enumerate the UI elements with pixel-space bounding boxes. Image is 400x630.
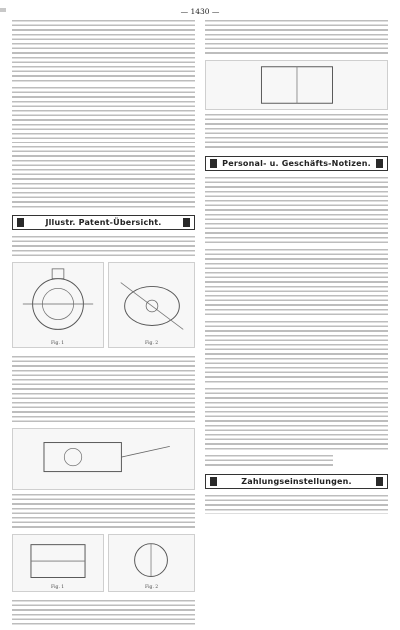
- notice-text-block: [205, 177, 388, 246]
- notice-text-block: [205, 249, 388, 318]
- figure-row: [12, 262, 195, 352]
- notice-text-block: [205, 495, 388, 513]
- apparatus-drawing-icon: [13, 535, 103, 591]
- apparatus-drawing-icon: [109, 535, 194, 591]
- patent-figure-3: [12, 428, 195, 490]
- section-header-zahlung: [205, 474, 388, 489]
- notice-text-block: [205, 20, 388, 57]
- page-number: — 1430 —: [180, 7, 220, 16]
- notice-text-block: [205, 388, 388, 452]
- section-title: Jllustr. Patent-Übersicht.: [45, 217, 162, 227]
- notice-text-block: [205, 321, 388, 385]
- section-header-personal: [205, 156, 388, 171]
- section-marker: [376, 477, 383, 486]
- section-title: Zahlungseinstellungen.: [241, 477, 352, 487]
- section-marker: [17, 218, 24, 227]
- notice-text-block: [12, 146, 195, 210]
- cabinet-figure: [205, 60, 388, 110]
- right-column: [205, 20, 388, 517]
- figure-label: Fig. 1: [51, 340, 65, 346]
- notice-text-block: [205, 455, 333, 469]
- patent-text-block: [12, 494, 195, 531]
- notice-text-block: [12, 87, 195, 142]
- apparatus-drawing-icon: [206, 61, 387, 109]
- section-marker: [210, 159, 217, 168]
- section-title: Personal- u. Geschäfts-Notizen.: [222, 158, 371, 168]
- figure-label: Fig. 2: [145, 584, 159, 590]
- apparatus-drawing-icon: [13, 263, 103, 347]
- apparatus-drawing-icon: [109, 263, 194, 347]
- section-header-patent: [12, 215, 195, 230]
- patent-figure-1: [12, 262, 104, 348]
- section-marker: [376, 159, 383, 168]
- patent-text-block: [12, 356, 195, 425]
- notice-text-block: [205, 114, 388, 151]
- patent-text-block: [12, 600, 195, 628]
- patent-figure-2: [108, 262, 195, 348]
- patent-figure-4: [12, 534, 104, 592]
- section-marker: [183, 218, 190, 227]
- figure-row: [12, 534, 195, 596]
- figure-label: Fig. 2: [145, 340, 159, 346]
- section-marker: [210, 477, 217, 486]
- patent-text-block: [12, 236, 195, 259]
- apparatus-drawing-icon: [13, 429, 194, 489]
- notice-text-block: [12, 20, 195, 84]
- patent-figure-5: [108, 534, 195, 592]
- left-column: [12, 20, 195, 630]
- figure-label: Fig. 1: [51, 584, 65, 590]
